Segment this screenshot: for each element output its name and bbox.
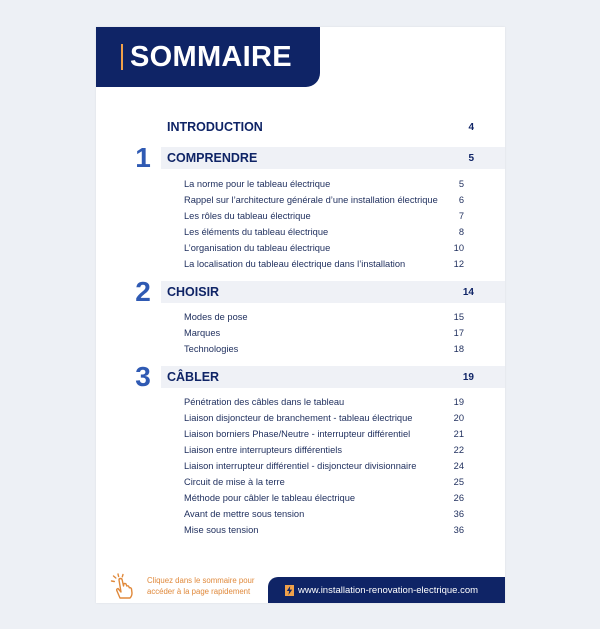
toc-item-page: 36 bbox=[453, 509, 464, 519]
page-title: SOMMAIRE bbox=[130, 40, 292, 73]
toc-item[interactable]: Méthode pour câbler le tableau électrique bbox=[184, 493, 356, 503]
toc-item-page: 10 bbox=[453, 243, 464, 253]
footer-website-band[interactable] bbox=[268, 577, 505, 603]
toc-item-page: 15 bbox=[453, 312, 464, 322]
toc-item[interactable]: Mise sous tension bbox=[184, 525, 259, 535]
toc-item[interactable]: Rappel sur l’architecture générale d’une installation électrique bbox=[184, 195, 438, 205]
section-title: CÂBLER bbox=[167, 370, 220, 384]
toc-item-page: 20 bbox=[453, 413, 464, 423]
toc-item[interactable]: La localisation du tableau électrique dans l’installation bbox=[184, 259, 406, 269]
toc-item[interactable]: Technologies bbox=[184, 344, 239, 354]
toc-item-page: 7 bbox=[458, 211, 464, 221]
footer-hint-line1: Cliquez dans le sommaire pour bbox=[147, 576, 255, 585]
toc-item[interactable]: Liaison entre interrupteurs différentiels bbox=[184, 445, 342, 455]
toc-item[interactable]: Marques bbox=[184, 328, 221, 338]
toc-item-page: 22 bbox=[453, 445, 464, 455]
toc-item-page: 17 bbox=[453, 328, 464, 338]
section-number-2: 2 bbox=[135, 276, 151, 307]
toc-item-page: 8 bbox=[458, 227, 464, 237]
toc-item[interactable]: Avant de mettre sous tension bbox=[184, 509, 305, 519]
toc-item[interactable]: Les éléments du tableau électrique bbox=[184, 227, 329, 237]
section-title-comprendre[interactable] bbox=[161, 147, 505, 169]
toc-item[interactable]: Liaison interrupteur différentiel - disjoncteur divisionnaire bbox=[184, 461, 417, 471]
section-number-1: 1 bbox=[135, 142, 151, 173]
section-title-cabler[interactable] bbox=[161, 366, 505, 388]
section-title: COMPRENDRE bbox=[167, 151, 258, 165]
toc-item-page: 12 bbox=[453, 259, 464, 269]
section-page: 5 bbox=[468, 152, 474, 164]
toc-page bbox=[96, 27, 505, 603]
header-band bbox=[96, 27, 320, 87]
footer-hint-line2: accéder à la page rapidement bbox=[147, 587, 251, 596]
header-accent-bar bbox=[121, 44, 123, 70]
toc-item-page: 18 bbox=[453, 344, 464, 354]
section-title: CHOISIR bbox=[167, 285, 220, 299]
toc-item-page: 6 bbox=[458, 195, 464, 205]
toc-item[interactable]: Liaison disjoncteur de branchement - tableau électrique bbox=[184, 413, 413, 423]
toc-item-page: 19 bbox=[453, 397, 464, 407]
footer-hint-text bbox=[147, 575, 254, 597]
toc-item-page: 5 bbox=[458, 179, 464, 189]
toc-item[interactable]: Modes de pose bbox=[184, 312, 248, 322]
toc-item[interactable]: Pénétration des câbles dans le tableau bbox=[184, 397, 345, 407]
toc-item-page: 24 bbox=[453, 461, 464, 471]
website-link[interactable]: www.installation-renovation-electrique.com bbox=[298, 584, 479, 596]
section-page: 19 bbox=[462, 371, 474, 383]
toc-entry-introduction[interactable] bbox=[161, 116, 505, 138]
footer-note bbox=[109, 571, 254, 601]
toc-item[interactable]: Circuit de mise à la terre bbox=[184, 477, 285, 487]
toc-item-page: 26 bbox=[453, 493, 464, 503]
section-page: 14 bbox=[462, 286, 474, 298]
toc-item[interactable]: La norme pour le tableau électrique bbox=[184, 179, 331, 189]
toc-item[interactable]: Liaison borniers Phase/Neutre - interrupteur différentiel bbox=[184, 429, 411, 439]
toc-item[interactable]: L’organisation du tableau électrique bbox=[184, 243, 331, 253]
section-number-3: 3 bbox=[135, 361, 151, 392]
toc-item-page: 25 bbox=[453, 477, 464, 487]
lightning-bolt-icon bbox=[285, 585, 294, 596]
toc-item[interactable]: Les rôles du tableau électrique bbox=[184, 211, 311, 221]
toc-item-page: 36 bbox=[453, 525, 464, 535]
toc-entry-title: INTRODUCTION bbox=[167, 120, 263, 134]
toc-entry-page: 4 bbox=[468, 121, 474, 133]
section-title-choisir[interactable] bbox=[161, 281, 505, 303]
toc-item-page: 21 bbox=[453, 429, 464, 439]
hand-pointer-icon bbox=[109, 571, 139, 601]
